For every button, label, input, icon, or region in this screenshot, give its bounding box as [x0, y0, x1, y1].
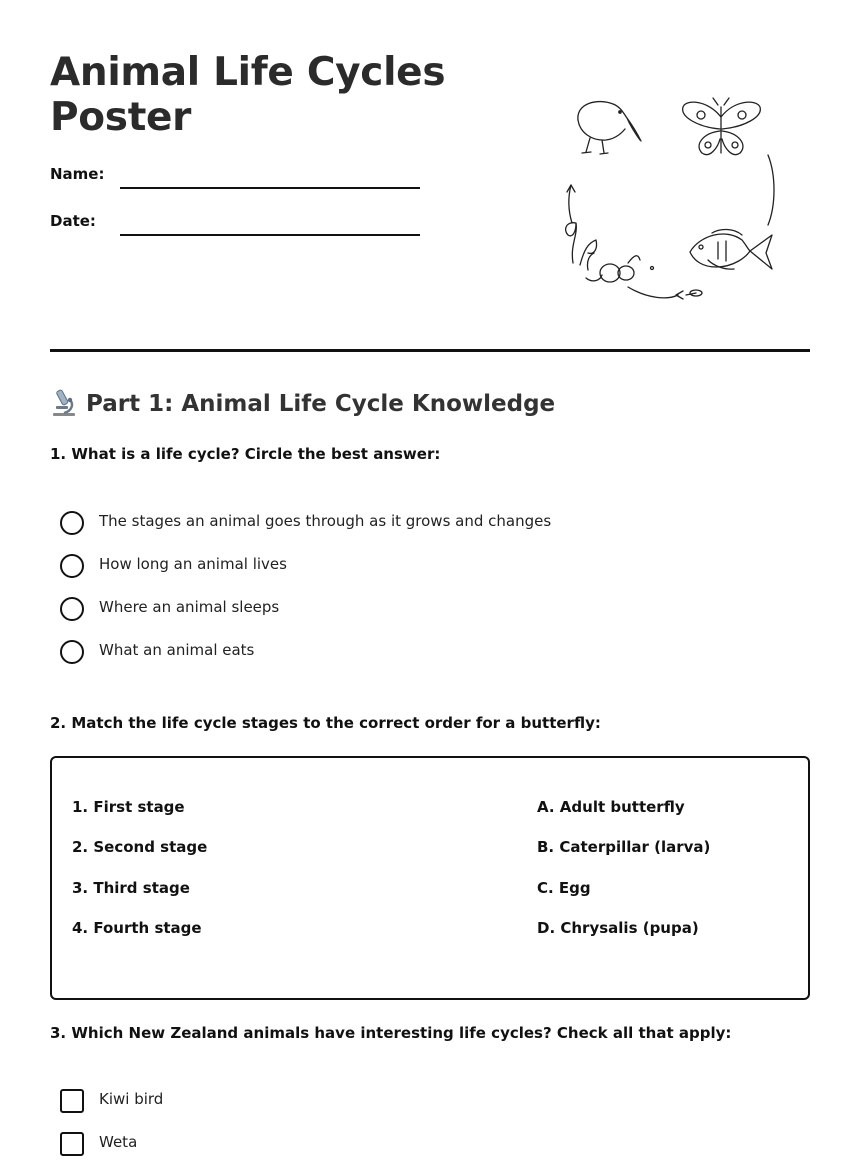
- stage-item: 4. Fourth stage: [72, 919, 202, 937]
- name-label: Name:: [50, 165, 105, 183]
- option-label: How long an animal lives: [99, 555, 287, 573]
- question-1: 1. What is a life cycle? Circle the best answer:: [50, 445, 441, 463]
- radio-circle[interactable]: [60, 554, 84, 578]
- option-label: The stages an animal goes through as it grows and changes: [99, 512, 552, 530]
- radio-circle[interactable]: [60, 511, 84, 535]
- title-line-1: Animal Life Cycles: [50, 50, 446, 95]
- stage-item: 2. Second stage: [72, 838, 208, 856]
- life-cycle-illustration: [558, 95, 780, 307]
- option-label: Where an animal sleeps: [99, 598, 280, 616]
- butterfly-icon: [683, 98, 761, 155]
- option-label: Weta: [99, 1133, 138, 1151]
- radio-circle[interactable]: [60, 640, 84, 664]
- answer-item: C. Egg: [537, 879, 591, 897]
- arrow-head-left: [567, 185, 575, 192]
- arrow-head-bottom: [676, 291, 696, 299]
- microscope-icon: [50, 387, 78, 417]
- stage-item: 3. Third stage: [72, 879, 190, 897]
- fish-icon: [690, 229, 772, 269]
- option-label: Kiwi bird: [99, 1090, 164, 1108]
- answer-item: A. Adult butterfly: [537, 798, 685, 816]
- question-3: 3. Which New Zealand animals have interesting life cycles? Check all that apply:: [50, 1024, 732, 1042]
- checkbox[interactable]: [60, 1132, 84, 1156]
- section-divider: [50, 349, 810, 352]
- name-input-line[interactable]: [120, 187, 420, 189]
- date-label: Date:: [50, 212, 96, 230]
- part1-title: [50, 387, 555, 417]
- part1-title-text: Part 1: Animal Life Cycle Knowledge: [86, 391, 556, 417]
- cycle-arrow-right: [768, 155, 774, 225]
- answer-item: B. Caterpillar (larva): [537, 838, 711, 856]
- radio-circle[interactable]: [60, 597, 84, 621]
- date-input-line[interactable]: [120, 234, 420, 236]
- kiwi-bird-icon: [578, 102, 641, 154]
- stage-item: 1. First stage: [72, 798, 185, 816]
- matching-box: [50, 756, 810, 1000]
- title-line-2: Poster: [50, 95, 192, 140]
- question-2: 2. Match the life cycle stages to the correct order for a butterfly:: [50, 714, 601, 732]
- cycle-arrow-bottom: [628, 287, 678, 298]
- cycle-arrow-left: [569, 185, 572, 223]
- answer-item: D. Chrysalis (pupa): [537, 919, 699, 937]
- plant-and-egg-icon: [566, 223, 654, 282]
- page-title: [50, 50, 445, 140]
- checkbox[interactable]: [60, 1089, 84, 1113]
- option-label: What an animal eats: [99, 641, 255, 659]
